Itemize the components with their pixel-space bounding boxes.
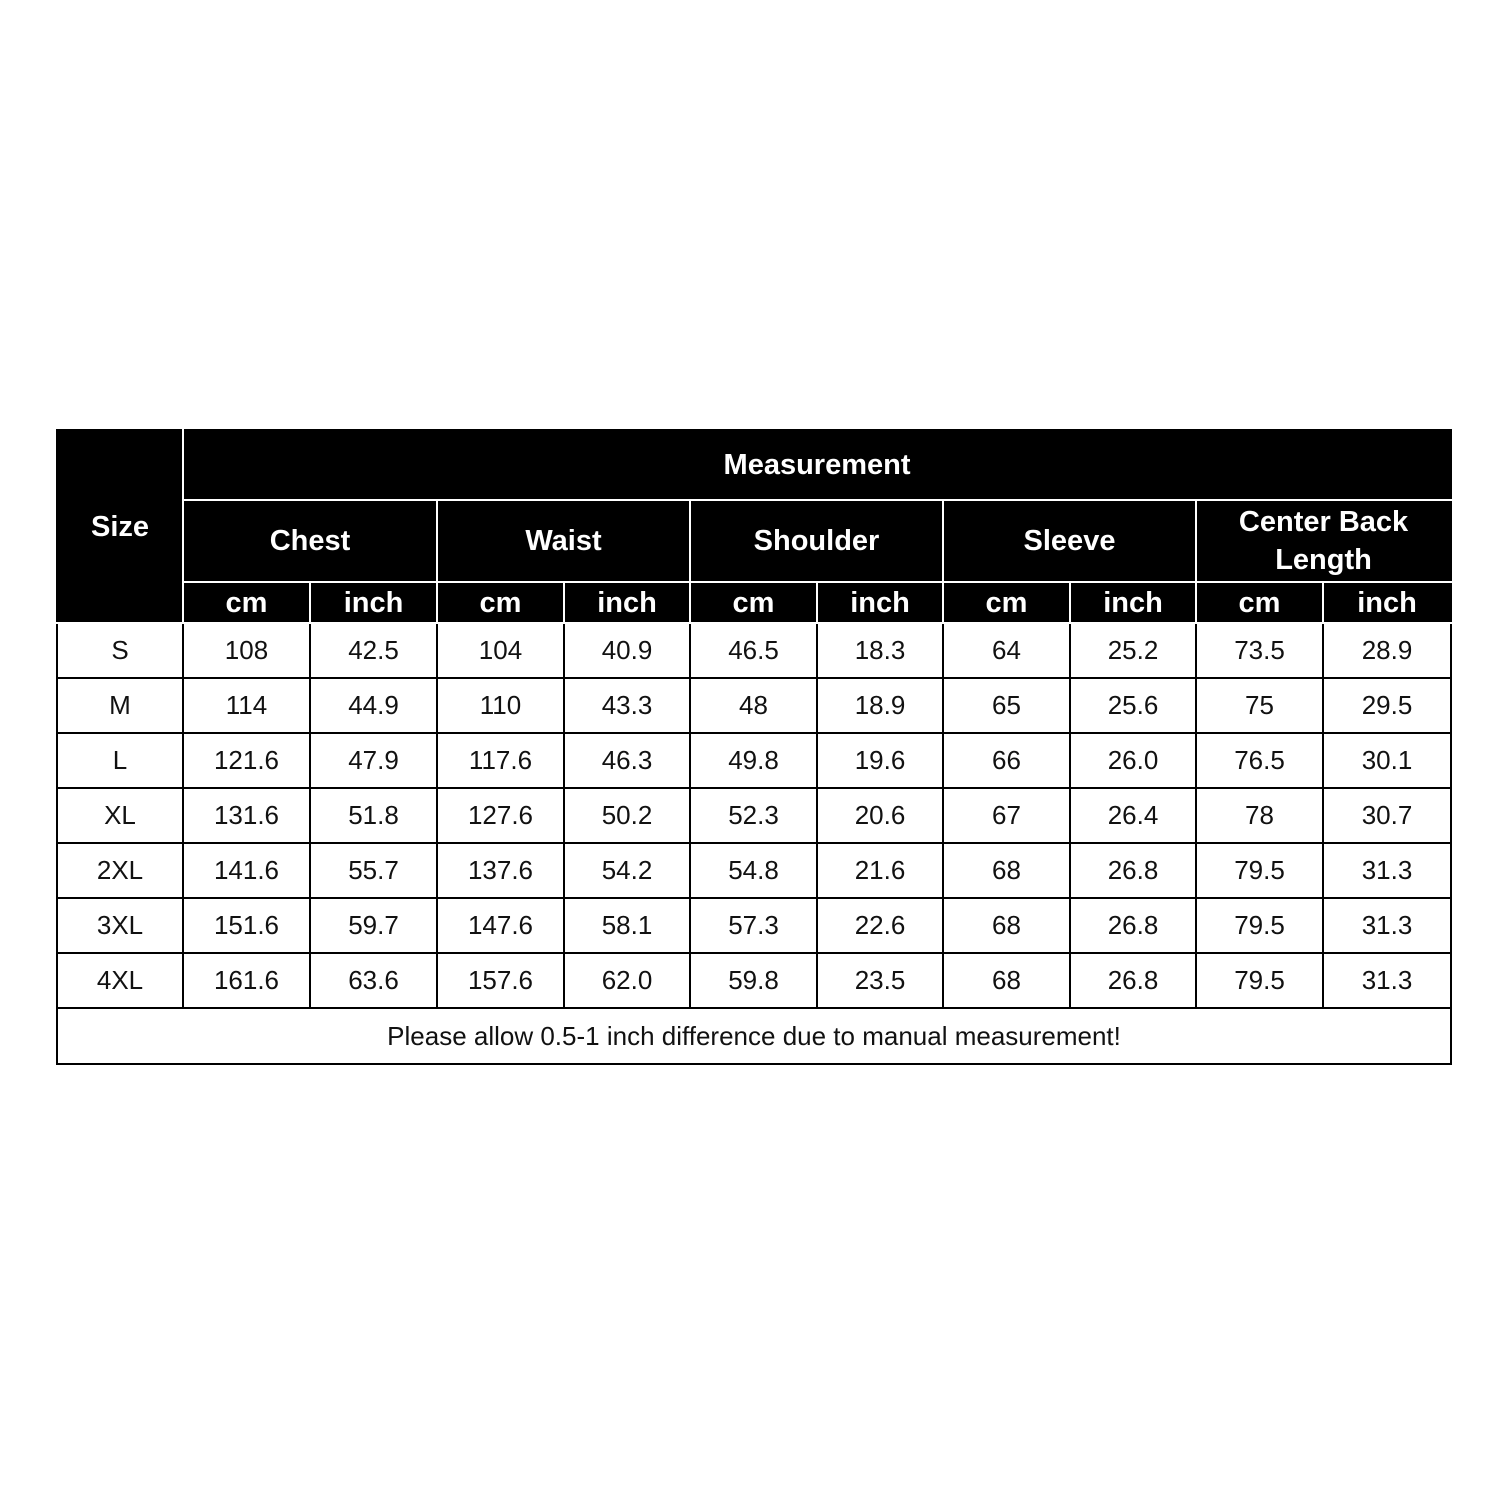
value-cell: 48 (690, 678, 817, 733)
value-cell: 31.3 (1323, 953, 1451, 1008)
value-cell: 46.5 (690, 623, 817, 678)
unit-header-cm: cm (1196, 582, 1323, 623)
value-cell: 147.6 (437, 898, 564, 953)
value-cell: 141.6 (183, 843, 310, 898)
waist-header: Waist (437, 500, 690, 582)
unit-header-inch: inch (310, 582, 437, 623)
value-cell: 40.9 (564, 623, 690, 678)
value-cell: 30.1 (1323, 733, 1451, 788)
value-cell: 22.6 (817, 898, 943, 953)
value-cell: 65 (943, 678, 1070, 733)
value-cell: 131.6 (183, 788, 310, 843)
value-cell: 18.9 (817, 678, 943, 733)
value-cell: 42.5 (310, 623, 437, 678)
value-cell: 19.6 (817, 733, 943, 788)
sleeve-header: Sleeve (943, 500, 1196, 582)
value-cell: 157.6 (437, 953, 564, 1008)
value-cell: 26.8 (1070, 898, 1196, 953)
value-cell: 23.5 (817, 953, 943, 1008)
value-cell: 75 (1196, 678, 1323, 733)
value-cell: 26.8 (1070, 843, 1196, 898)
value-cell: 78 (1196, 788, 1323, 843)
value-cell: 161.6 (183, 953, 310, 1008)
value-cell: 43.3 (564, 678, 690, 733)
value-cell: 79.5 (1196, 898, 1323, 953)
value-cell: 52.3 (690, 788, 817, 843)
value-cell: 51.8 (310, 788, 437, 843)
value-cell: 26.0 (1070, 733, 1196, 788)
value-cell: 137.6 (437, 843, 564, 898)
value-cell: 110 (437, 678, 564, 733)
size-cell: 4XL (57, 953, 183, 1008)
table-row (57, 898, 1451, 953)
unit-header-inch: inch (564, 582, 690, 623)
value-cell: 30.7 (1323, 788, 1451, 843)
unit-header-cm: cm (437, 582, 564, 623)
shoulder-header: Shoulder (690, 500, 943, 582)
size-cell: XL (57, 788, 183, 843)
value-cell: 151.6 (183, 898, 310, 953)
value-cell: 79.5 (1196, 843, 1323, 898)
value-cell: 57.3 (690, 898, 817, 953)
measurement-header: Measurement (183, 430, 1451, 500)
table-row (57, 843, 1451, 898)
value-cell: 25.6 (1070, 678, 1196, 733)
value-cell: 55.7 (310, 843, 437, 898)
value-cell: 67 (943, 788, 1070, 843)
size-cell: S (57, 623, 183, 678)
unit-header-inch: inch (1070, 582, 1196, 623)
value-cell: 31.3 (1323, 843, 1451, 898)
value-cell: 127.6 (437, 788, 564, 843)
value-cell: 59.8 (690, 953, 817, 1008)
value-cell: 76.5 (1196, 733, 1323, 788)
value-cell: 21.6 (817, 843, 943, 898)
note-row (57, 1008, 1451, 1064)
value-cell: 29.5 (1323, 678, 1451, 733)
size-cell: 2XL (57, 843, 183, 898)
value-cell: 117.6 (437, 733, 564, 788)
value-cell: 44.9 (310, 678, 437, 733)
value-cell: 108 (183, 623, 310, 678)
size-header: Size (57, 430, 183, 623)
value-cell: 26.4 (1070, 788, 1196, 843)
value-cell: 73.5 (1196, 623, 1323, 678)
value-cell: 25.2 (1070, 623, 1196, 678)
measurement-note: Please allow 0.5-1 inch difference due to manual measurement! (57, 1008, 1451, 1064)
value-cell: 58.1 (564, 898, 690, 953)
center-back-length-header: Center Back Length (1196, 500, 1451, 582)
value-cell: 47.9 (310, 733, 437, 788)
table-row (57, 733, 1451, 788)
value-cell: 26.8 (1070, 953, 1196, 1008)
unit-header-inch: inch (1323, 582, 1451, 623)
value-cell: 46.3 (564, 733, 690, 788)
value-cell: 79.5 (1196, 953, 1323, 1008)
unit-header-inch: inch (817, 582, 943, 623)
unit-header-cm: cm (690, 582, 817, 623)
value-cell: 114 (183, 678, 310, 733)
chest-header: Chest (183, 500, 437, 582)
table-row (57, 623, 1451, 678)
value-cell: 66 (943, 733, 1070, 788)
value-cell: 28.9 (1323, 623, 1451, 678)
value-cell: 54.2 (564, 843, 690, 898)
size-cell: 3XL (57, 898, 183, 953)
value-cell: 62.0 (564, 953, 690, 1008)
value-cell: 121.6 (183, 733, 310, 788)
value-cell: 68 (943, 898, 1070, 953)
value-cell: 59.7 (310, 898, 437, 953)
value-cell: 68 (943, 953, 1070, 1008)
size-cell: M (57, 678, 183, 733)
value-cell: 20.6 (817, 788, 943, 843)
value-cell: 63.6 (310, 953, 437, 1008)
size-cell: L (57, 733, 183, 788)
value-cell: 50.2 (564, 788, 690, 843)
unit-header-cm: cm (943, 582, 1070, 623)
value-cell: 54.8 (690, 843, 817, 898)
value-cell: 18.3 (817, 623, 943, 678)
unit-header-cm: cm (183, 582, 310, 623)
table-row (57, 678, 1451, 733)
table-row (57, 788, 1451, 843)
value-cell: 104 (437, 623, 564, 678)
value-cell: 64 (943, 623, 1070, 678)
table-row (57, 953, 1451, 1008)
size-chart-table (56, 429, 1452, 1065)
value-cell: 49.8 (690, 733, 817, 788)
value-cell: 68 (943, 843, 1070, 898)
value-cell: 31.3 (1323, 898, 1451, 953)
